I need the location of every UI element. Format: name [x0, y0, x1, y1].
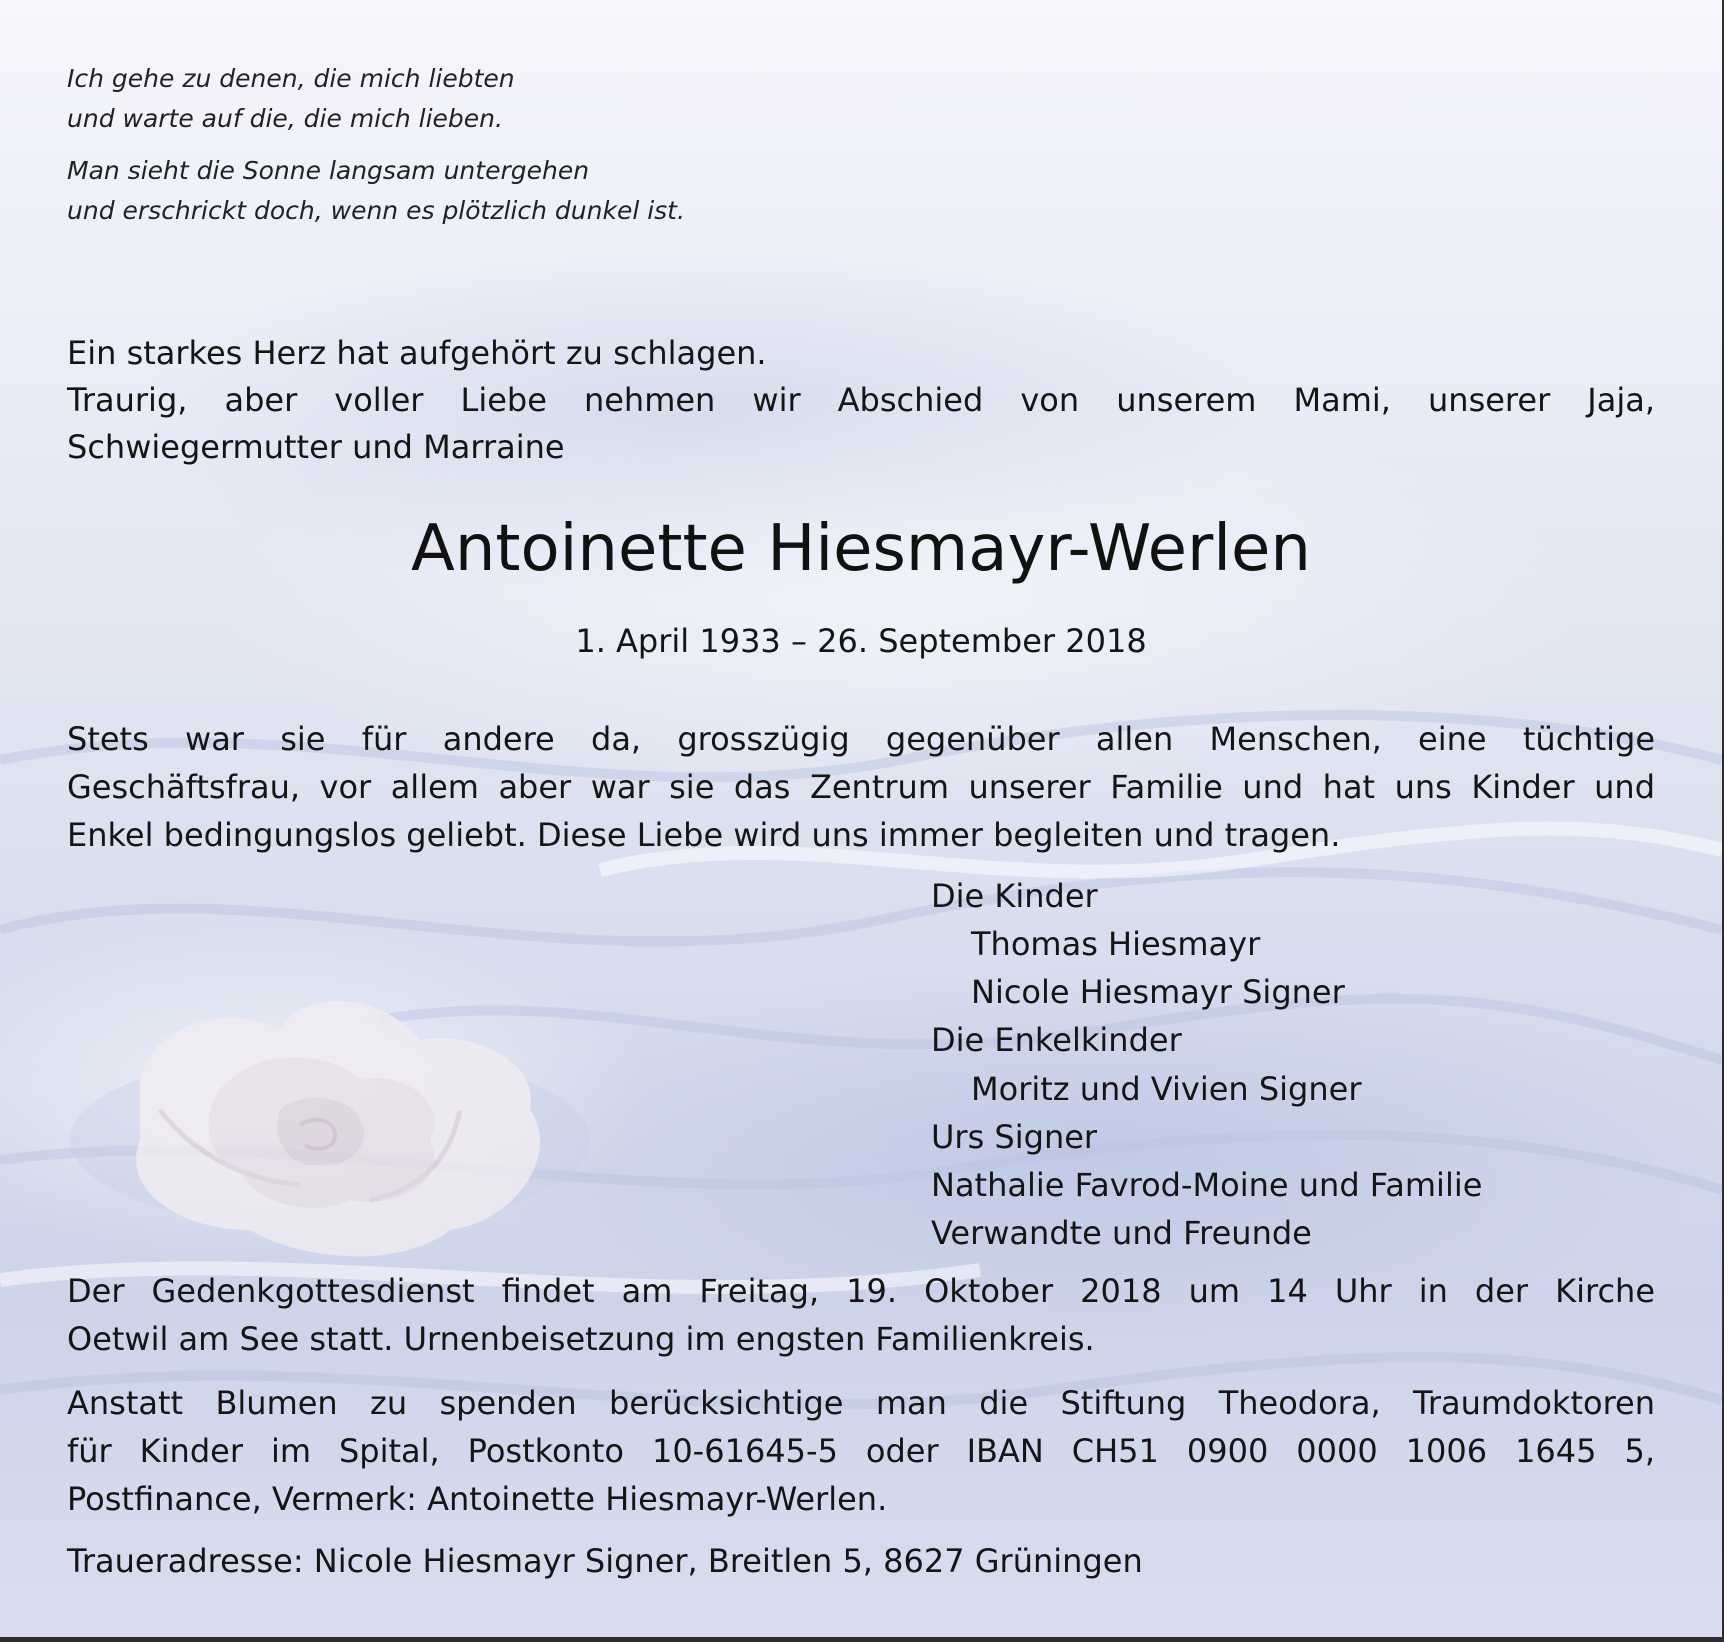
mourner-name: Moritz und Vivien Signer: [971, 1070, 1362, 1108]
mourner-name: Nicole Hiesmayr Signer: [971, 973, 1345, 1011]
verse-line: Ich gehe zu denen, die mich liebten: [67, 64, 515, 93]
intro-line: Traurig, aber voller Liebe nehmen wir Abschied von unserem Mami, unserer Jaja,: [67, 381, 1655, 419]
mourner-name: Verwandte und Freunde: [931, 1214, 1312, 1252]
deceased-name: Antoinette Hiesmayr-Werlen: [411, 512, 1311, 586]
donation-line: Postfinance, Vermerk: Antoinette Hiesmayr-Werlen.: [67, 1480, 888, 1518]
intro-line: Schwiegermutter und Marraine: [67, 428, 565, 466]
intro-line: Ein starkes Herz hat aufgehört zu schlagen.: [67, 334, 767, 372]
mourner-name: Nathalie Favrod-Moine und Familie: [931, 1166, 1483, 1204]
mourner-name: Urs Signer: [931, 1118, 1098, 1156]
tribute-line: Stets war sie für andere da, grosszügig gegenüber allen Menschen, eine tüchtige: [67, 720, 1655, 758]
verse-line: Man sieht die Sonne langsam untergehen: [67, 156, 590, 185]
donation-line: für Kinder im Spital, Postkonto 10-61645-5 oder IBAN CH51 0900 0000 1006 1645 5,: [67, 1432, 1655, 1470]
rose-image: [70, 1001, 590, 1256]
donation-line: Anstatt Blumen zu spenden berücksichtige man die Stiftung Theodora, Traumdoktoren: [67, 1384, 1655, 1422]
tribute-line: Enkel bedingungslos geliebt. Diese Liebe wird uns immer begleiten und tragen.: [67, 816, 1341, 854]
tribute-line: Geschäftsfrau, vor allem aber war sie das Zentrum unserer Familie und hat uns Kinder und: [67, 768, 1655, 806]
service-line: Oetwil am See statt. Urnenbeisetzung im engsten Familienkreis.: [67, 1320, 1095, 1358]
mourning-address: Traueradresse: Nicole Hiesmayr Signer, Breitlen 5, 8627 Grüningen: [67, 1542, 1143, 1580]
service-line: Der Gedenkgottesdienst findet am Freitag, 19. Oktober 2018 um 14 Uhr in der Kirche: [67, 1272, 1655, 1310]
verse-line: und erschrickt doch, wenn es plötzlich dunkel ist.: [67, 196, 685, 225]
verse-line: und warte auf die, die mich lieben.: [67, 104, 503, 133]
mourners-grandchildren-heading: Die Enkelkinder: [931, 1021, 1182, 1059]
mourners-children-heading: Die Kinder: [931, 877, 1098, 915]
mourner-name: Thomas Hiesmayr: [971, 925, 1261, 963]
life-dates: 1. April 1933 – 26. September 2018: [575, 622, 1147, 660]
